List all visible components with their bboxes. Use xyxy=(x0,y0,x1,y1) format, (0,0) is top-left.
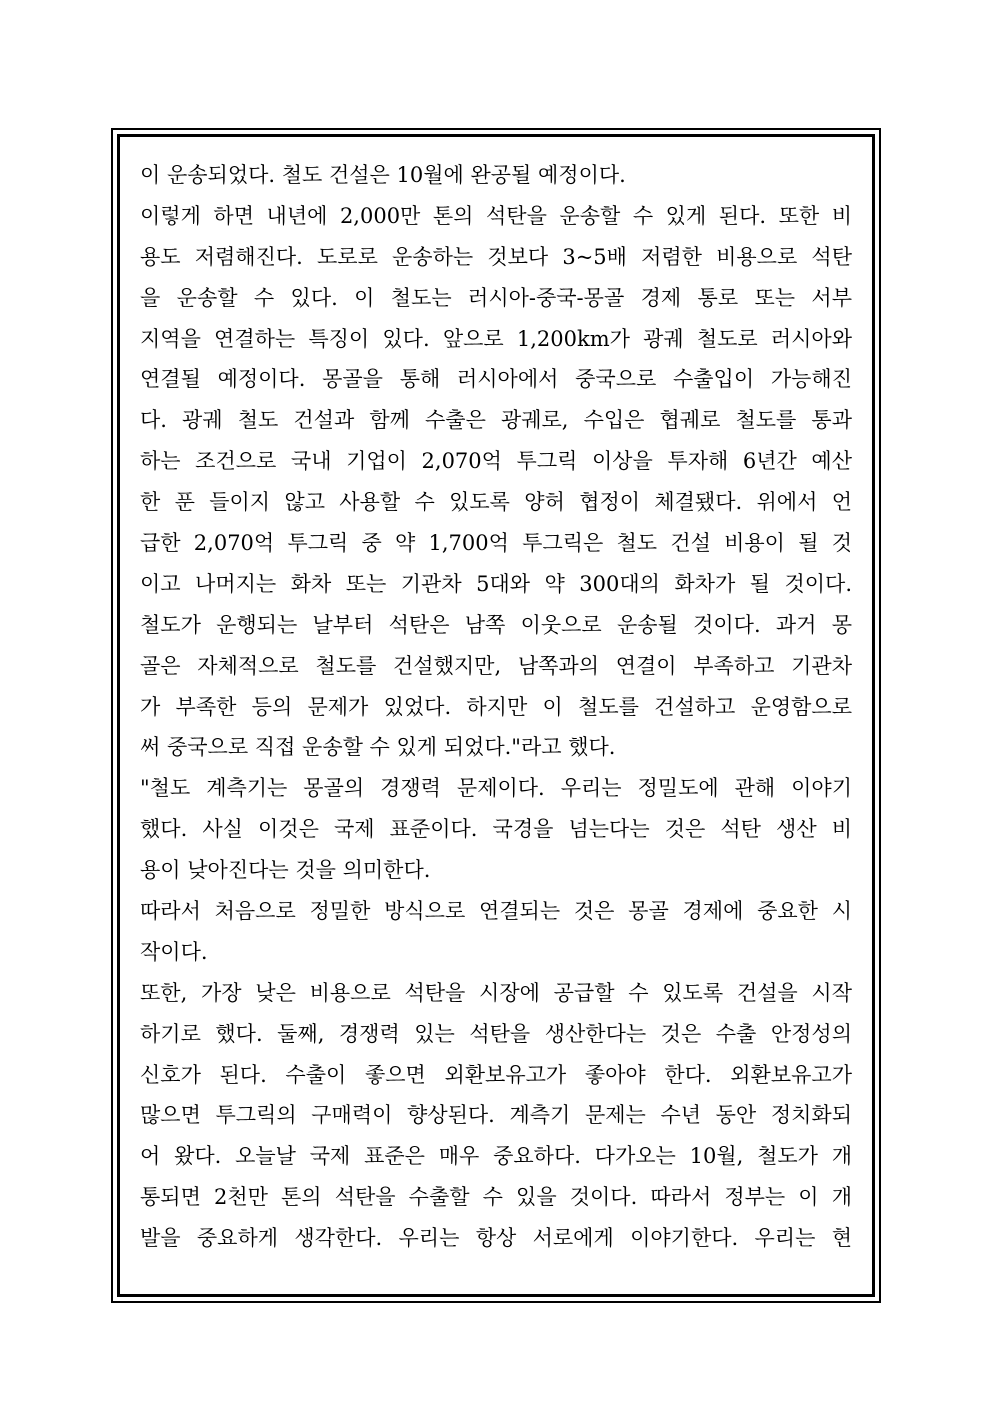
document-body xyxy=(140,155,852,1259)
text-line: 지역을 연결하는 특징이 있다. 앞으로 1,200km가 광궤 철도로 러시아와 xyxy=(140,326,852,351)
text-line: 신호가 된다. 수출이 좋으면 외환보유고가 좋아야 한다. 외환보유고가 xyxy=(140,1062,852,1087)
text-line: 통되면 2천만 톤의 석탄을 수출할 수 있을 것이다. 따라서 정부는 이 개 xyxy=(140,1185,852,1210)
text-line: "철도 계측기는 몽골의 경쟁력 문제이다. 우리는 정밀도에 관해 이야기 xyxy=(140,776,852,801)
text-line: 한 푼 들이지 않고 사용할 수 있도록 양허 협정이 체결됐다. 위에서 언 xyxy=(140,490,852,515)
text-line: 써 중국으로 직접 운송할 수 있게 되었다."라고 했다. xyxy=(140,735,616,760)
text-line: 철도가 운행되는 날부터 석탄은 남쪽 이웃으로 운송될 것이다. 과거 몽 xyxy=(140,612,852,637)
text-line: 다. 광궤 철도 건설과 함께 수출은 광궤로, 수입은 협궤로 철도를 통과 xyxy=(140,408,852,433)
text-line: 이 운송되었다. 철도 건설은 10월에 완공될 예정이다. xyxy=(140,163,626,187)
text-line: 어 왔다. 오늘날 국제 표준은 매우 중요하다. 다가오는 10월, 철도가 개 xyxy=(140,1144,852,1169)
text-line: 발을 중요하게 생각한다. 우리는 항상 서로에게 이야기한다. 우리는 현 xyxy=(140,1226,852,1251)
text-line: 하기로 했다. 둘째, 경쟁력 있는 석탄을 생산한다는 것은 수출 안정성의 xyxy=(140,1021,852,1046)
text-line: 따라서 처음으로 정밀한 방식으로 연결되는 것은 몽골 경제에 중요한 시 xyxy=(140,899,852,924)
text-line: 작이다. xyxy=(140,939,208,964)
text-line: 이고 나머지는 화차 또는 기관차 5대와 약 300대의 화차가 될 것이다. xyxy=(140,571,852,596)
text-line: 연결될 예정이다. 몽골을 통해 러시아에서 중국으로 수출입이 가능해진 xyxy=(140,367,852,392)
text-line: 용도 저렴해진다. 도로로 운송하는 것보다 3~5배 저렴한 비용으로 석탄 xyxy=(140,244,852,269)
text-line: 이렇게 하면 내년에 2,000만 톤의 석탄을 운송할 수 있게 된다. 또한 비 xyxy=(140,203,852,228)
text-line: 급한 2,070억 투그릭 중 약 1,700억 투그릭은 철도 건설 비용이 될 것 xyxy=(140,531,852,556)
text-line: 하는 조건으로 국내 기업이 2,070억 투그릭 이상을 투자해 6년간 예산 xyxy=(140,449,852,474)
text-line: 했다. 사실 이것은 국제 표준이다. 국경을 넘는다는 것은 석탄 생산 비 xyxy=(140,817,852,842)
text-line: 골은 자체적으로 철도를 건설했지만, 남쪽과의 연결이 부족하고 기관차 xyxy=(140,653,852,678)
text-line: 용이 낮아진다는 것을 의미한다. xyxy=(140,858,431,883)
text-line: 을 운송할 수 있다. 이 철도는 러시아-중국-몽골 경제 통로 또는 서부 xyxy=(140,285,852,310)
text-line: 가 부족한 등의 문제가 있었다. 하지만 이 철도를 건설하고 운영함으로 xyxy=(140,694,852,719)
text-line: 또한, 가장 낮은 비용으로 석탄을 시장에 공급할 수 있도록 건설을 시작 xyxy=(140,980,852,1005)
text-line: 많으면 투그릭의 구매력이 향상된다. 계측기 문제는 수년 동안 정치화되 xyxy=(140,1103,852,1128)
